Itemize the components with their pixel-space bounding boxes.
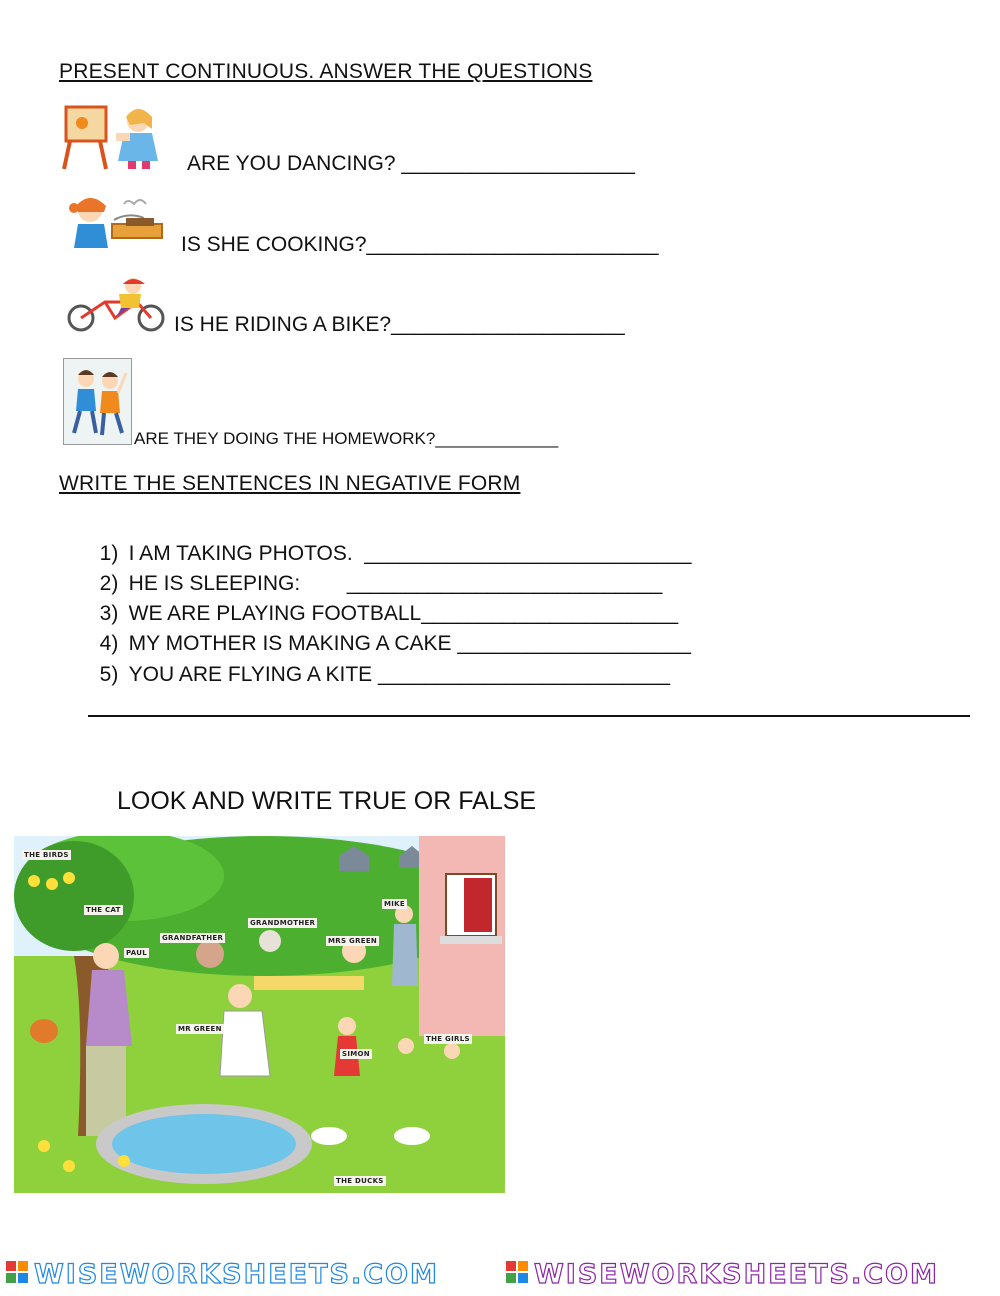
scene-label-grandmother: GRANDMOTHER xyxy=(250,919,316,927)
footer-brand-strip xyxy=(0,1255,1000,1291)
section3-heading: LOOK AND WRITE TRUE OR FALSE xyxy=(117,787,537,815)
section2-heading: WRITE THE SENTENCES IN NEGATIVE FORM xyxy=(59,472,521,495)
girl-cooking-icon xyxy=(64,194,174,252)
brand-logo-strip xyxy=(0,1255,1000,1291)
item-text: YOU ARE FLYING A KITE _________________________ xyxy=(128,663,671,686)
item-text: I AM TAKING PHOTOS. ____________________________ xyxy=(128,542,692,565)
item-number: 2) xyxy=(99,572,119,595)
item-number: 5) xyxy=(99,663,119,686)
garden-scene-illustration xyxy=(14,836,505,1193)
kids-dancing-icon xyxy=(63,358,132,445)
brand-text-2: WISEWORKSHEETS.COM xyxy=(534,1259,939,1290)
scene-label-grandfather: GRANDFATHER xyxy=(162,934,224,942)
boy-bike-icon xyxy=(59,276,175,332)
girl-painting-icon xyxy=(60,103,175,171)
scene-label-mrs-green: MRS GREEN xyxy=(328,937,378,945)
item-text: WE ARE PLAYING FOOTBALL______________________ xyxy=(128,602,679,625)
section1-heading: PRESENT CONTINUOUS. ANSWER THE QUESTIONS xyxy=(59,60,593,83)
scene-label-paul: PAUL xyxy=(126,949,148,957)
divider-line xyxy=(88,715,970,717)
garden-scene-picture xyxy=(14,836,505,1193)
scene-label-ducks: THE DUCKS xyxy=(336,1177,384,1185)
scene-label-mr-green: MR GREEN xyxy=(178,1025,222,1033)
scene-label-simon: SIMON xyxy=(342,1050,370,1058)
question-2: IS SHE COOKING?_________________________ xyxy=(181,233,659,256)
item-text: MY MOTHER IS MAKING A CAKE ____________________ xyxy=(128,632,691,655)
item-number: 1) xyxy=(99,542,119,565)
scene-label-cat: THE CAT xyxy=(86,906,121,914)
item-text: HE IS SLEEPING: ___________________________ xyxy=(128,572,663,595)
item-number: 3) xyxy=(99,602,119,625)
question-1: ARE YOU DANCING? ____________________ xyxy=(187,152,635,175)
question-4: ARE THEY DOING THE HOMEWORK?_____________ xyxy=(134,429,559,448)
scene-label-mike: MIKE xyxy=(384,900,405,908)
scene-label-girls: THE GIRLS xyxy=(426,1035,470,1043)
item-number: 4) xyxy=(99,632,119,655)
scene-label-birds: THE BIRDS xyxy=(24,851,69,859)
question-3: IS HE RIDING A BIKE?____________________ xyxy=(174,313,625,336)
brand-text-1: WISEWORKSHEETS.COM xyxy=(34,1259,439,1290)
negative-item xyxy=(88,639,670,687)
